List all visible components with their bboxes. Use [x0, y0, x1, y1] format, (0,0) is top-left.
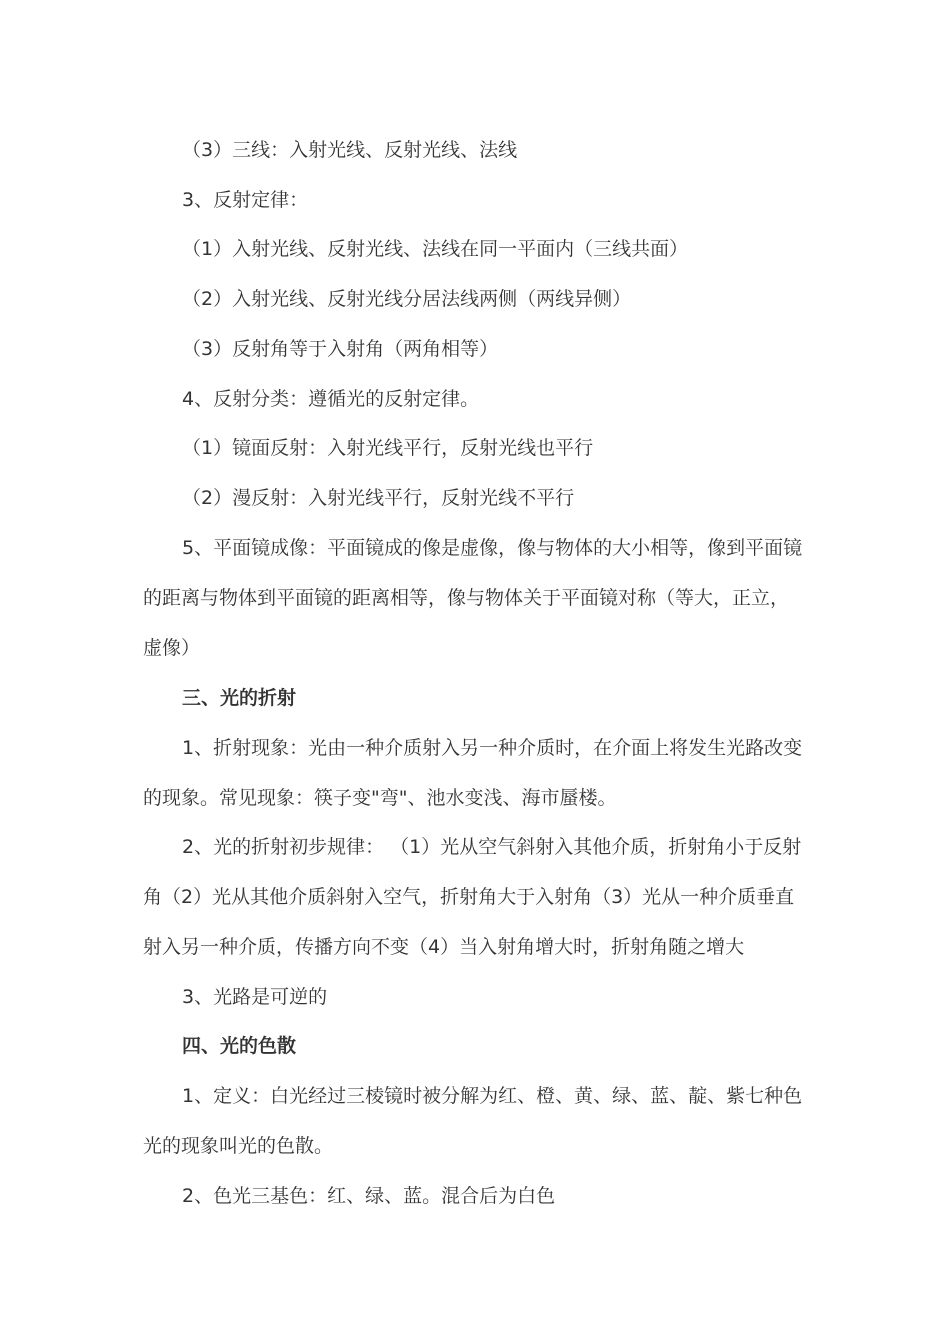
paragraph-dispersion-definition-line-2: 光的现象叫光的色散。 [143, 1135, 334, 1157]
section-heading-refraction: 三、光的折射 [182, 687, 297, 709]
sub-item-opposite-sides: （2）入射光线、反射光线分居法线两侧（两线异侧） [182, 288, 632, 310]
paragraph-refraction-rules-line-2: 角（2）光从其他介质斜射入空气，折射角大于入射角（3）光从一种介质垂直 [143, 886, 795, 908]
paragraph-plane-mirror-line-3: 虚像） [143, 637, 201, 659]
sub-item-equal-angles: （3）反射角等于入射角（两角相等） [182, 338, 499, 360]
paragraph-refraction-rules-line-3: 射入另一种介质，传播方向不变（4）当入射角增大时，折射角随之增大 [143, 936, 745, 958]
paragraph-refraction-rules-line-1: 2、光的折射初步规律： （1）光从空气斜射入其他介质，折射角小于反射 [182, 836, 802, 858]
section-heading-dispersion: 四、光的色散 [182, 1035, 297, 1057]
item-reflection-law: 3、反射定律： [182, 189, 309, 211]
item-primary-colors: 2、色光三基色：红、绿、蓝。混合后为白色 [182, 1185, 556, 1207]
paragraph-refraction-phenomenon-line-1: 1、折射现象：光由一种介质射入另一种介质时，在介面上将发生光路改变 [182, 737, 803, 759]
paragraph-dispersion-definition-line-1: 1、定义：白光经过三棱镜时被分解为红、橙、黄、绿、蓝、靛、紫七种色 [182, 1085, 803, 1107]
sub-item-three-lines: （3）三线：入射光线、反射光线、法线 [182, 139, 518, 161]
sub-item-diffuse-reflection: （2）漫反射：入射光线平行，反射光线不平行 [182, 487, 575, 509]
paragraph-refraction-phenomenon-line-2: 的现象。常见现象：筷子变"弯"、池水变浅、海市蜃楼。 [143, 787, 617, 809]
sub-item-coplanar: （1）入射光线、反射光线、法线在同一平面内（三线共面） [182, 238, 689, 260]
paragraph-plane-mirror-line-2: 的距离与物体到平面镜的距离相等，像与物体关于平面镜对称（等大，正立， [143, 587, 790, 609]
item-reflection-types: 4、反射分类：遵循光的反射定律。 [182, 388, 480, 410]
paragraph-plane-mirror-line-1: 5、平面镜成像：平面镜成的像是虚像，像与物体的大小相等，像到平面镜 [182, 537, 803, 559]
item-reversible-light-path: 3、光路是可逆的 [182, 986, 328, 1008]
sub-item-specular-reflection: （1）镜面反射：入射光线平行，反射光线也平行 [182, 437, 594, 459]
